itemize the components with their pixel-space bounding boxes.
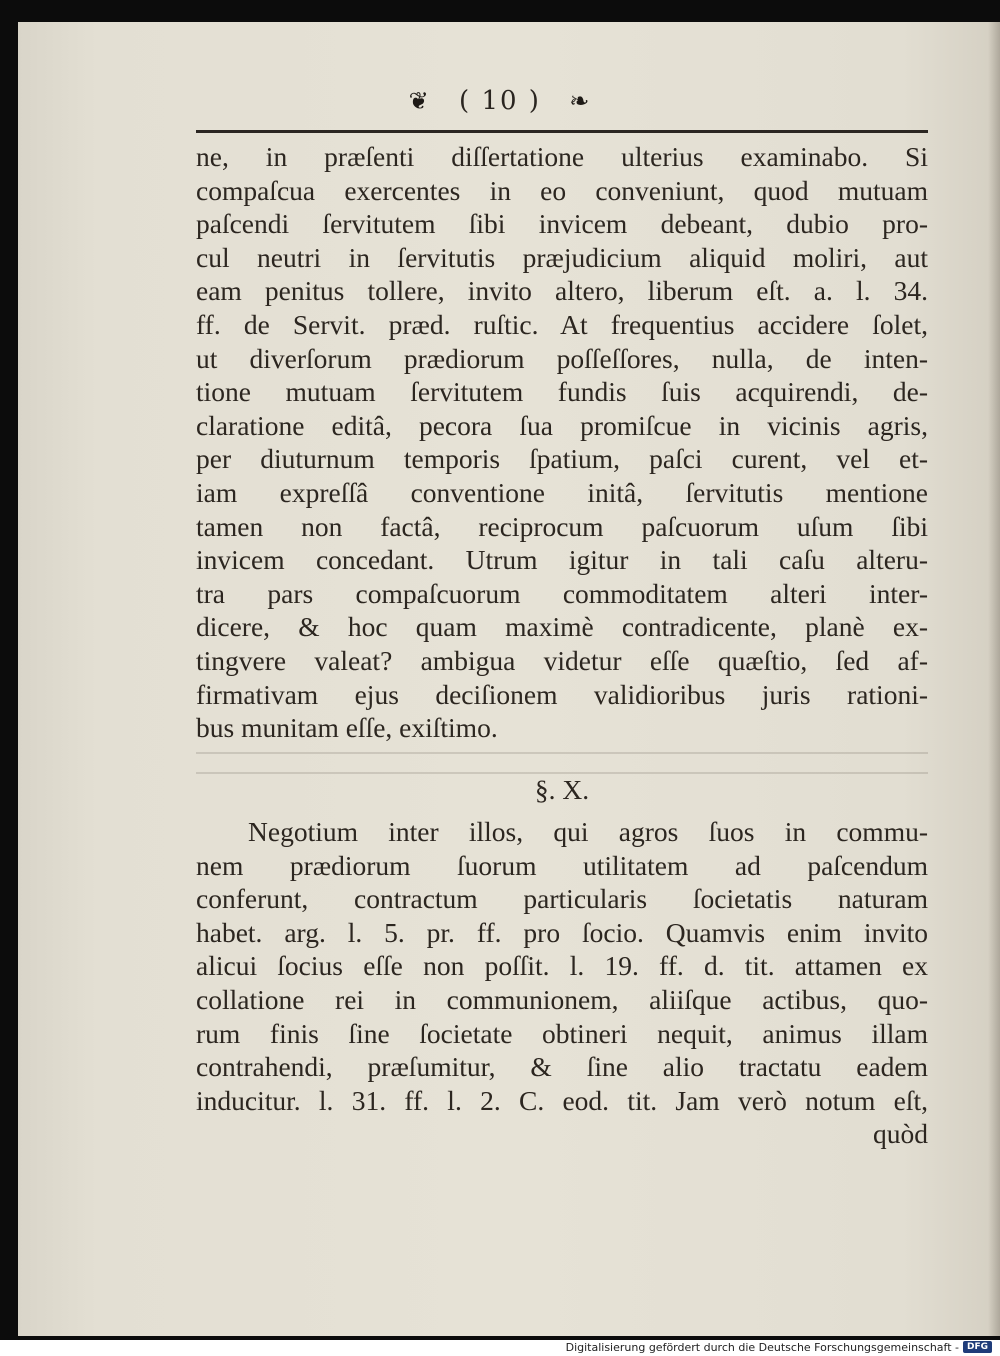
text-line: rum finis ſine ſocietate obtineri nequit, animus illam	[196, 1017, 928, 1049]
page-edge-shadow	[988, 22, 1000, 1336]
text-line: dicere, & hoc quam maximè contradicente, planè ex-	[196, 611, 928, 643]
text-line: tingvere valeat? ambigua videtur eſſe quæſtio, ſed af-	[196, 644, 928, 676]
text-line: cul neutri in ſervitutis præjudicium aliquid moliri, aut	[196, 241, 928, 273]
paragraph-2	[196, 815, 928, 1151]
page-number: ( 10 )	[459, 86, 541, 116]
text-line: per diuturnum temporis ſpatium, paſci curent, vel et-	[196, 443, 928, 475]
ornament-right-icon: ❧	[569, 87, 592, 115]
text-line: tamen non factâ, reciprocum paſcuorum uſum ſibi	[196, 510, 928, 542]
text-line: invicem concedant. Utrum igitur in tali caſu alteru-	[196, 544, 928, 576]
dfg-logo-icon: DFG	[963, 1341, 992, 1353]
page-header	[0, 86, 1000, 116]
header-rule	[196, 130, 928, 133]
text-line: firmativam ejus deciſionem validioribus juris rationi-	[196, 678, 928, 710]
text-line: tione mutuam ſervitutem fundis ſuis acquirendi, de-	[196, 376, 928, 408]
text-line: tra pars compaſcuorum commoditatem alteri inter-	[196, 577, 928, 609]
text-line: ut diverſorum prædiorum poſſeſſores, nulla, de inten-	[196, 342, 928, 374]
text-line: ne, in præſenti diſſertatione ulterius examinabo. Si	[196, 141, 928, 172]
text-line: paſcendi ſervitutem ſibi invicem debeant, dubio pro-	[196, 208, 928, 240]
text-line: nem prædiorum ſuorum utilitatem ad paſcendum	[196, 849, 928, 881]
footer-text: Digitalisierung gefördert durch die Deutsche Forschungsgemeinschaft -	[565, 1340, 959, 1354]
text-line: inducitur. l. 31. ff. l. 2. C. eod. tit. Jam verò notum eſt,	[196, 1084, 928, 1116]
text-line: iam expreſſâ conventione initâ, ſervitutis mentione	[196, 476, 928, 508]
text-line: ff. de Servit. præd. ruſtic. At frequentius accidere ſolet,	[196, 308, 928, 340]
catchword: quòd	[873, 1118, 928, 1150]
text-line: alicui ſocius eſſe non poſſit. l. 19. ff. d. tit. attamen ex	[196, 950, 928, 982]
text-line: contrahendi, præſumitur, & ſine alio tractatu eadem	[196, 1051, 928, 1083]
text-line: conferunt, contractum particularis ſocietatis naturam	[196, 883, 928, 915]
text-line: habet. arg. l. 5. pr. ff. pro ſocio. Quamvis enim invito	[196, 916, 928, 948]
footer-credit	[566, 1338, 992, 1356]
text-line: collatione rei in communionem, aliiſque actibus, quo-	[196, 983, 928, 1015]
text-line: compaſcua exercentes in eo conveniunt, quod mutuam	[196, 174, 928, 206]
text-line: claratione editâ, pecora ſua promiſcue in vicinis agris,	[196, 409, 928, 441]
paragraph-1	[196, 140, 928, 745]
ornament-left-icon: ❦	[408, 87, 431, 115]
section-heading: §. X.	[534, 774, 590, 805]
text-line: Negotium inter illos, qui agros ſuos in commu-	[248, 816, 928, 847]
text-line: bus munitam eſſe, exiſtimo.	[196, 712, 498, 744]
text-line: eam penitus tollere, invito altero, liberum eſt. a. l. 34.	[196, 275, 928, 307]
